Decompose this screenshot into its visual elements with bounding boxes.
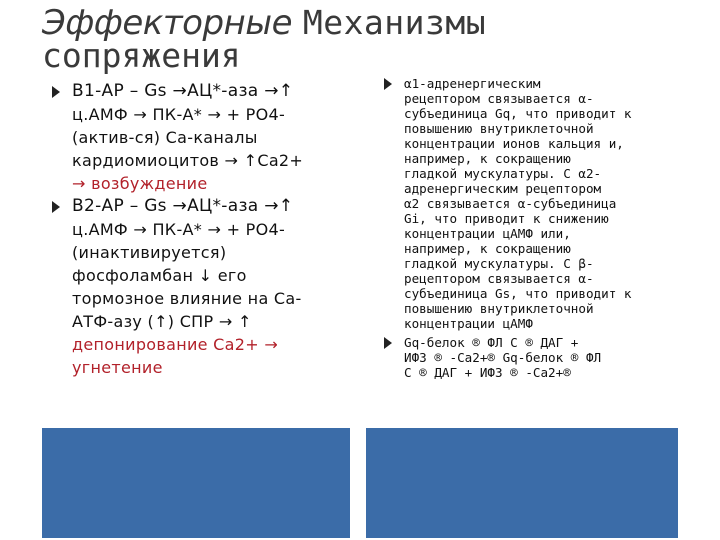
- left-b2-line-6: АТФ-азу (↑) СПР → ↑: [72, 312, 252, 331]
- left-b2-line-2: ц.АМФ → ПК-А* → + РО4-: [72, 220, 286, 239]
- left-b1-line-5: → возбуждение: [72, 174, 208, 193]
- title-word-mechanisms: Механизмы: [302, 3, 487, 42]
- bullet-arrow-icon: [384, 337, 392, 349]
- right-b2-line-3: С ® ДАГ + ИФ3 ® -Са2+®: [404, 365, 571, 380]
- bullet-arrow-icon: [52, 86, 60, 98]
- slide-title: [42, 3, 487, 75]
- right-b1-line-5: концентрации ионов кальция и,: [404, 136, 624, 151]
- title-italic-word: Эффекторные: [42, 3, 293, 43]
- right-b2-line-2: ИФ3 ® -Са2+® Gq-белок ® ФЛ: [404, 350, 602, 365]
- left-b1-line-4: кардиомиоцитов → ↑Са2+: [72, 151, 304, 170]
- right-b1-line-16: повышению внутриклеточной: [404, 301, 594, 316]
- right-blue-panel: [366, 428, 678, 538]
- left-b1-line-2: ц.АМФ → ПК-А* → + РО4-: [72, 105, 286, 124]
- left-bullet-b2: [52, 195, 352, 379]
- right-b1-line-12: например, к сокращению: [404, 241, 571, 256]
- title-line-2: сопряжения: [42, 36, 241, 75]
- right-b1-line-2: рецептором связывается α-: [404, 91, 594, 106]
- right-bullet-gq-cascade: [384, 335, 684, 380]
- left-b2-line-1: В2-АР – Gs →АЦ*-аза →↑: [72, 196, 294, 216]
- left-b2-line-7: депонирование Са2+ →: [72, 335, 279, 354]
- left-b2-line-5: тормозное влияние на Са-: [72, 289, 302, 308]
- right-b1-line-1: α1-адренергическим: [404, 76, 541, 91]
- right-b1-line-11: концентрации цАМФ или,: [404, 226, 571, 241]
- right-b1-line-17: концентрации цАМФ: [404, 316, 533, 331]
- left-b2-line-8: угнетение: [72, 358, 163, 377]
- right-b1-line-9: α2 связывается α-субъединица: [404, 196, 617, 211]
- left-column: [52, 80, 352, 379]
- bullet-arrow-icon: [384, 78, 392, 90]
- left-b1-line-1: B1-АР – Gs →АЦ*-аза →↑: [72, 81, 294, 101]
- right-b1-line-10: Gi, что приводит к снижению: [404, 211, 609, 226]
- right-b1-line-6: например, к сокращению: [404, 151, 571, 166]
- right-b1-line-15: субъединица Gs, что приводит к: [404, 286, 632, 301]
- left-b2-line-3: (инактивируется): [72, 243, 227, 262]
- left-b1-line-3: (актив-ся) Са-каналы: [72, 128, 258, 147]
- right-b2-line-1: Gq-белок ® ФЛ С ® ДАГ +: [404, 335, 579, 350]
- bullet-arrow-icon: [52, 201, 60, 213]
- right-b1-line-8: адренергическим рецептором: [404, 181, 602, 196]
- right-bullet-receptors: [384, 76, 684, 331]
- right-b1-line-14: рецептором связывается α-: [404, 271, 594, 286]
- left-blue-panel: [42, 428, 350, 538]
- left-b2-line-4: фосфоламбан ↓ его: [72, 266, 247, 285]
- right-b1-line-13: гладкой мускулатуры. С β-: [404, 256, 594, 271]
- right-b1-line-4: повышению внутриклеточной: [404, 121, 594, 136]
- right-b1-line-3: субъединица Gq, что приводит к: [404, 106, 632, 121]
- right-b1-line-7: гладкой мускулатуры. С α2-: [404, 166, 602, 181]
- right-column: [384, 76, 684, 380]
- left-bullet-b1: [52, 80, 352, 195]
